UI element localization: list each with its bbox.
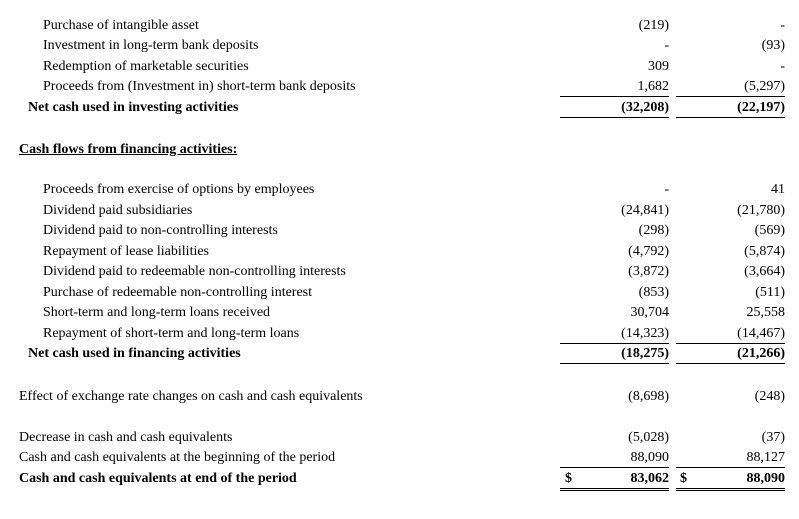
value-current-year: (14,323) xyxy=(621,326,669,341)
total-rule xyxy=(676,117,785,118)
table-row xyxy=(0,304,799,322)
row-label: Repayment of short-term and long-term loans xyxy=(43,326,300,341)
value-prior-year: (21,780) xyxy=(737,203,785,218)
value-current-year: 1,682 xyxy=(637,79,669,94)
subtotal-rule xyxy=(560,467,669,468)
value-prior-year: (511) xyxy=(755,285,785,300)
value-current-year: (219) xyxy=(638,18,669,33)
row-label: Dividend paid subsidiaries xyxy=(43,203,193,218)
value-current-year: (8,698) xyxy=(628,389,669,404)
table-row xyxy=(0,429,799,447)
value-prior-year: 88,090 xyxy=(746,471,785,486)
table-row xyxy=(0,181,799,199)
row-label: Repayment of lease liabilities xyxy=(43,244,210,259)
value-current-year: (853) xyxy=(638,285,669,300)
row-label: Dividend paid to non-controlling interests xyxy=(43,223,278,238)
currency-symbol: $ xyxy=(565,471,572,486)
value-prior-year: - xyxy=(780,59,785,74)
total-rule xyxy=(560,117,669,118)
row-label: Proceeds from exercise of options by employees xyxy=(43,182,315,197)
value-current-year: (4,792) xyxy=(628,244,669,259)
value-prior-year: (3,664) xyxy=(744,264,785,279)
row-label: Cash and cash equivalents at the beginning of the period xyxy=(19,450,336,465)
section-heading-label: Cash flows from financing activities: xyxy=(19,142,238,157)
value-current-year: (5,028) xyxy=(628,430,669,445)
total-rule xyxy=(560,363,669,364)
value-prior-year: (5,874) xyxy=(744,244,785,259)
table-row-total xyxy=(0,345,799,363)
table-row xyxy=(0,78,799,96)
table-row xyxy=(0,17,799,35)
total-rule xyxy=(676,363,785,364)
value-current-year: (298) xyxy=(638,223,669,238)
value-prior-year: (22,197) xyxy=(737,100,785,115)
row-label: Dividend paid to redeemable non-controlling interests xyxy=(43,264,346,279)
table-row xyxy=(0,222,799,240)
subtotal-rule xyxy=(560,343,669,344)
value-current-year: (18,275) xyxy=(621,346,669,361)
value-prior-year: 41 xyxy=(771,182,785,197)
row-label: Cash and cash equivalents at end of the period xyxy=(19,471,297,486)
value-current-year: (32,208) xyxy=(621,100,669,115)
subtotal-rule xyxy=(676,343,785,344)
value-current-year: (24,841) xyxy=(621,203,669,218)
row-label: Decrease in cash and cash equivalents xyxy=(19,430,233,445)
value-current-year: - xyxy=(664,38,669,53)
value-current-year: 30,704 xyxy=(630,305,669,320)
table-row xyxy=(0,325,799,343)
value-prior-year: (569) xyxy=(754,223,785,238)
value-current-year: 83,062 xyxy=(630,471,669,486)
row-label: Investment in long-term bank deposits xyxy=(43,38,259,53)
table-row-total xyxy=(0,470,799,488)
value-prior-year: 25,558 xyxy=(746,305,785,320)
value-current-year: - xyxy=(664,182,669,197)
row-label: Net cash used in financing activities xyxy=(28,346,241,361)
value-prior-year: (14,467) xyxy=(737,326,785,341)
table-row xyxy=(0,263,799,281)
value-prior-year: (21,266) xyxy=(737,346,785,361)
value-current-year: 309 xyxy=(648,59,669,74)
subtotal-rule xyxy=(676,96,785,97)
row-label: Net cash used in investing activities xyxy=(28,100,239,115)
row-label: Redemption of marketable securities xyxy=(43,59,249,74)
row-label: Proceeds from (Investment in) short-term bank deposits xyxy=(43,79,356,94)
table-row xyxy=(0,37,799,55)
row-label: Short-term and long-term loans received xyxy=(43,305,271,320)
row-label: Purchase of intangible asset xyxy=(43,18,199,33)
value-prior-year: (5,297) xyxy=(744,79,785,94)
table-row xyxy=(0,284,799,302)
value-current-year: 88,090 xyxy=(630,450,669,465)
total-rule-double xyxy=(676,490,785,491)
table-row xyxy=(0,449,799,467)
value-prior-year: 88,127 xyxy=(746,450,785,465)
section-heading xyxy=(0,141,799,159)
table-row xyxy=(0,58,799,76)
row-label: Effect of exchange rate changes on cash and cash equivalents xyxy=(19,389,363,404)
table-row xyxy=(0,243,799,261)
currency-symbol: $ xyxy=(680,471,687,486)
value-prior-year: (248) xyxy=(754,389,785,404)
total-rule xyxy=(676,488,785,489)
total-rule-double xyxy=(560,490,669,491)
subtotal-rule xyxy=(676,467,785,468)
table-row-total xyxy=(0,99,799,117)
table-row xyxy=(0,202,799,220)
row-label: Purchase of redeemable non-controlling interest xyxy=(43,285,313,300)
value-prior-year: (37) xyxy=(761,430,785,445)
value-current-year: (3,872) xyxy=(628,264,669,279)
value-prior-year: (93) xyxy=(761,38,785,53)
subtotal-rule xyxy=(560,96,669,97)
total-rule xyxy=(560,488,669,489)
table-row xyxy=(0,388,799,406)
value-prior-year: - xyxy=(780,18,785,33)
